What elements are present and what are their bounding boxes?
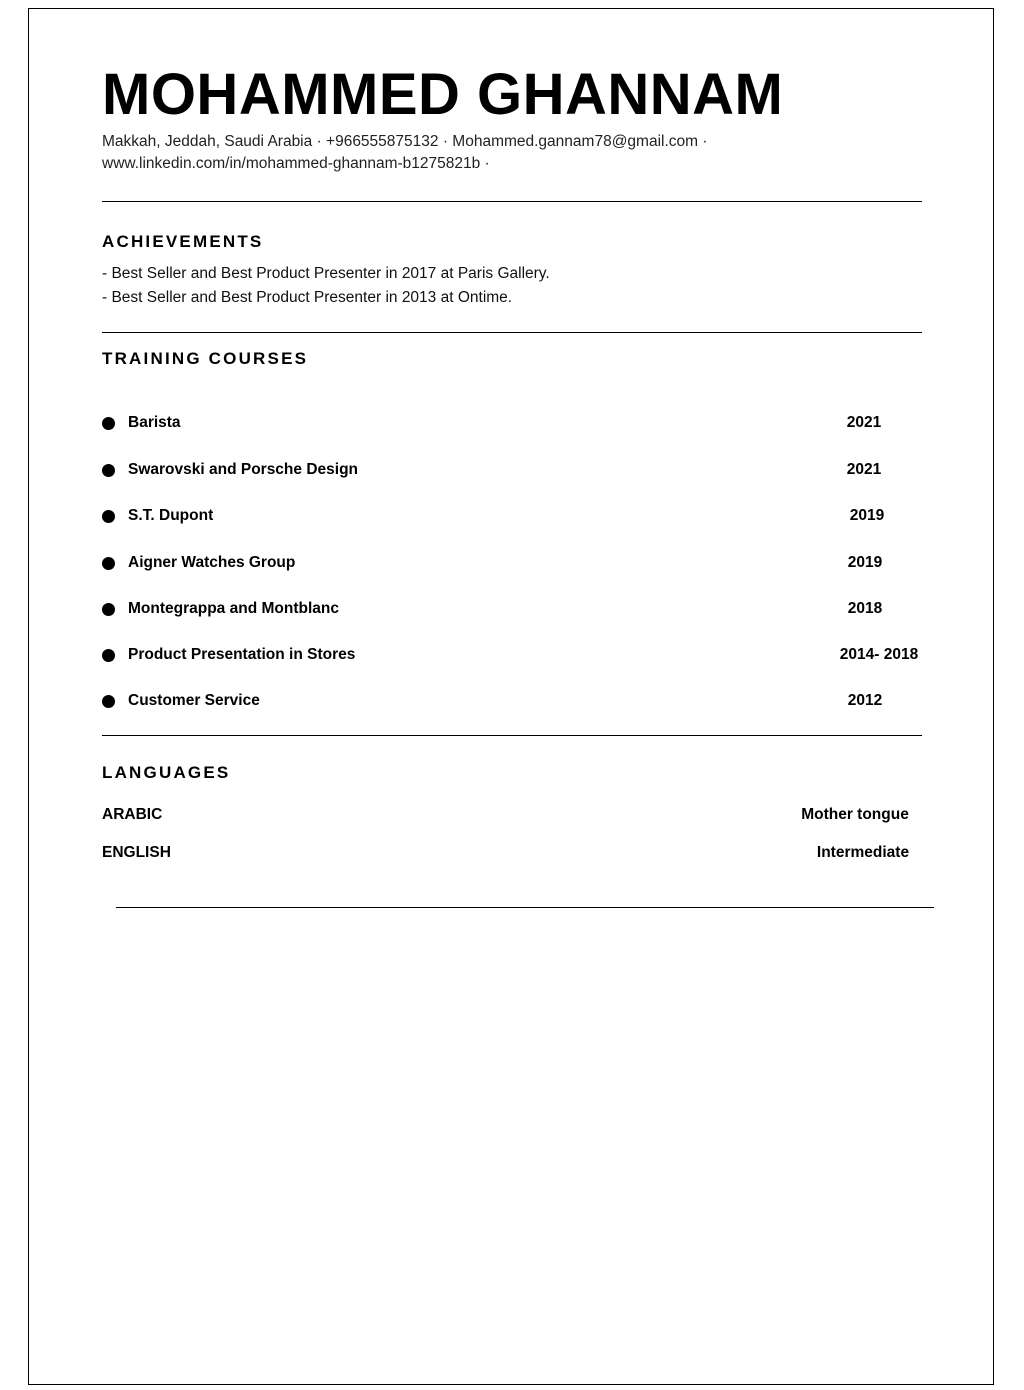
course-year: 2018 xyxy=(847,600,883,617)
divider-languages xyxy=(116,907,934,908)
bullet-icon xyxy=(102,417,115,430)
course-year: 2021 xyxy=(846,461,882,478)
candidate-name: MOHAMMED GHANNAM xyxy=(102,62,784,127)
course-name: Product Presentation in Stores xyxy=(128,646,356,663)
course-name: Aigner Watches Group xyxy=(128,554,296,571)
bullet-icon xyxy=(102,464,115,477)
course-year: 2019 xyxy=(847,554,883,571)
course-name: S.T. Dupont xyxy=(128,507,214,524)
course-year: 2019 xyxy=(849,507,885,524)
course-name: Swarovski and Porsche Design xyxy=(128,461,359,478)
achievement-item: - Best Seller and Best Product Presenter in 2013 at Ontime. xyxy=(102,289,513,306)
bullet-icon xyxy=(102,557,115,570)
language-name: ENGLISH xyxy=(102,844,171,861)
achievements-title: ACHIEVEMENTS xyxy=(102,232,264,251)
course-name: Customer Service xyxy=(128,692,260,709)
bullet-icon xyxy=(102,510,115,523)
achievement-item: - Best Seller and Best Product Presenter in 2017 at Paris Gallery. xyxy=(102,265,550,282)
divider-training xyxy=(102,735,922,736)
course-item xyxy=(102,644,924,668)
course-item xyxy=(102,552,924,576)
contact-line-2: www.linkedin.com/in/mohammed-ghannam-b1275821b · xyxy=(102,155,490,172)
language-level: Intermediate xyxy=(816,844,910,861)
course-item xyxy=(102,690,924,714)
language-name: ARABIC xyxy=(102,806,163,823)
contact-info xyxy=(102,131,802,175)
course-item xyxy=(102,459,924,483)
divider-header xyxy=(102,201,922,202)
language-item xyxy=(102,806,914,828)
course-year: 2014- 2018 xyxy=(839,646,919,663)
bullet-icon xyxy=(102,603,115,616)
language-item xyxy=(102,844,914,866)
course-name: Barista xyxy=(128,414,181,431)
languages-title: LANGUAGES xyxy=(102,763,231,782)
training-title: TRAINING COURSES xyxy=(102,349,309,368)
course-item xyxy=(102,598,924,622)
bullet-icon xyxy=(102,695,115,708)
course-item xyxy=(102,412,924,436)
divider-achievements xyxy=(102,332,922,333)
course-year: 2012 xyxy=(847,692,883,709)
bullet-icon xyxy=(102,649,115,662)
contact-line-1: Makkah, Jeddah, Saudi Arabia · +966555875132 · Mohammed.gannam78@gmail.com · xyxy=(102,133,708,150)
language-level: Mother tongue xyxy=(801,806,909,823)
course-item xyxy=(102,505,924,529)
course-name: Montegrappa and Montblanc xyxy=(128,600,339,617)
course-year: 2021 xyxy=(846,414,882,431)
